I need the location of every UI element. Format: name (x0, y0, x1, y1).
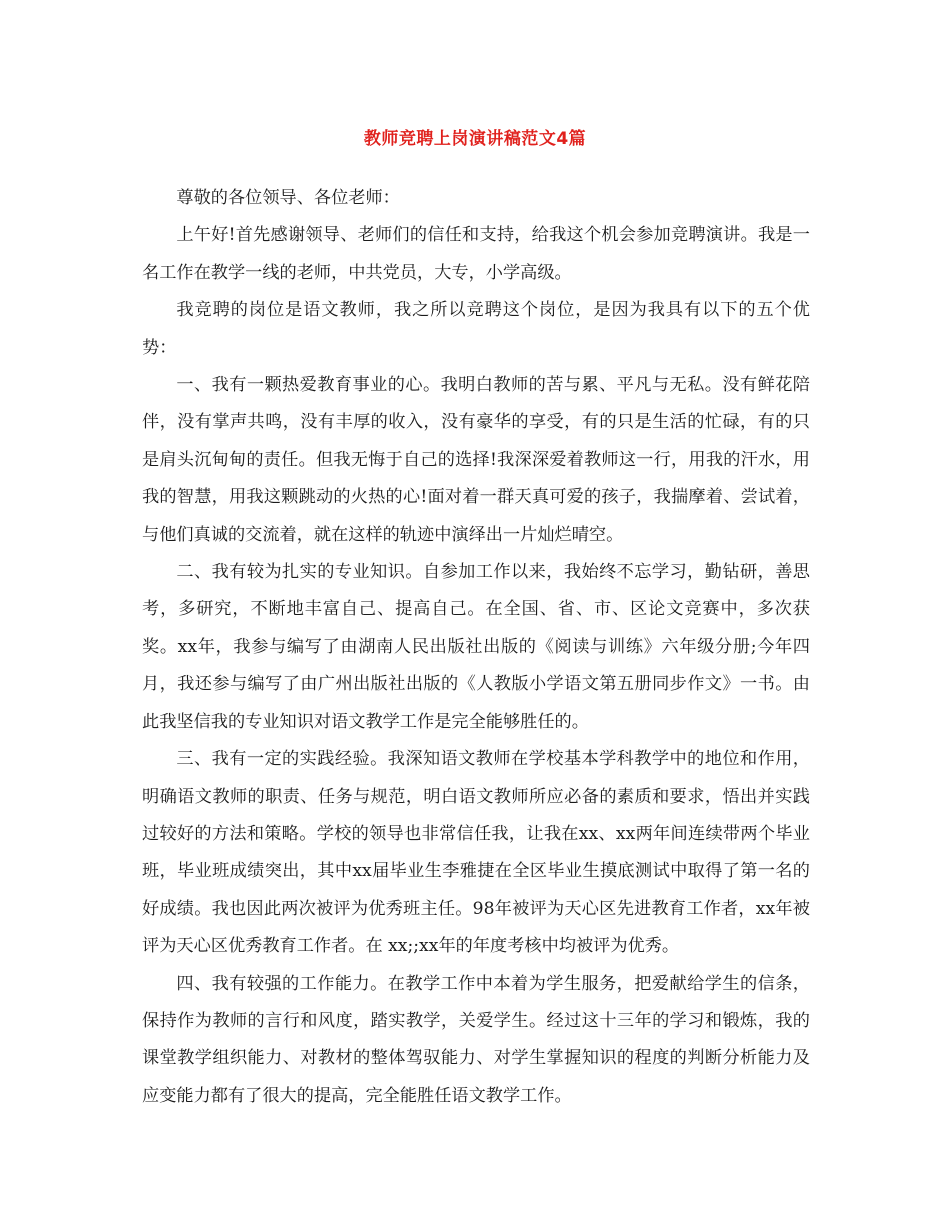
advantage-three-paragraph: 三、我有一定的实践经验。我深知语文教师在学校基本学科教学中的地位和作用，明确语文教师的职责、任务与规范，明白语文教师所应必备的素质和要求，悟出并实践过较好的方法和策略。学校的领导也非常信任我，让我在xx、xx两年间连续带两个毕业班，毕业班成绩突出，其中xx届毕业生李雅捷在全区毕业生摸底测试中取得了第一名的好成绩。我也因此两次被评为优秀班主任。98年被评为天心区先进教育工作者，xx年被评为天心区优秀教育工作者。在 xx;;xx年的年度考核中均被评为优秀。 (142, 749, 810, 957)
advantage-one-paragraph: 一、我有一颗热爱教育事业的心。我明白教师的苦与累、平凡与无私。没有鲜花陪伴，没有掌声共鸣，没有丰厚的收入，没有豪华的享受，有的只是生活的忙碌，有的只是肩头沉甸甸的责任。但我无悔于自己的选择!我深深爱着教师这一行，用我的汗水，用我的智慧，用我这颗跳动的火热的心!面对着一群天真可爱的孩子，我揣摩着、尝试着，与他们真诚的交流着，就在这样的轨迹中演绎出一片灿烂晴空。 (142, 375, 810, 545)
advantage-four-paragraph: 四、我有较强的工作能力。在教学工作中本着为学生服务，把爱献给学生的信条，保持作为教师的言行和风度，踏实教学，关爱学生。经过这十三年的学习和锻炼，我的课堂教学组织能力、对教材的整体驾驭能力、对学生掌握知识的程度的判断分析能力及应变能力都有了很大的提高，完全能胜任语文教学工作。 (142, 973, 810, 1106)
document-body (142, 180, 810, 1115)
position-paragraph: 我竞聘的岗位是语文教师，我之所以竞聘这个岗位，是因为我具有以下的五个优势： (142, 300, 810, 358)
advantage-two-paragraph: 二、我有较为扎实的专业知识。自参加工作以来，我始终不忘学习，勤钻研，善思考，多研究，不断地丰富自己、提高自己。在全国、省、市、区论文竞赛中，多次获奖。xx年，我参与编写了由湖南人民出版社出版的《阅读与训练》六年级分册;今年四月，我还参与编写了由广州出版社出版的《人教版小学语文第五册同步作文》一书。由此我坚信我的专业知识对语文教学工作是完全能够胜任的。 (142, 562, 810, 732)
document-title: 教师竞聘上岗演讲稿范文4篇 (363, 129, 587, 149)
salutation-paragraph: 尊敬的各位领导、各位老师： (176, 188, 400, 208)
greeting-paragraph: 上午好!首先感谢领导、老师们的信任和支持，给我这个机会参加竞聘演讲。我是一名工作在教学一线的老师，中共党员，大专，小学高级。 (142, 225, 810, 283)
